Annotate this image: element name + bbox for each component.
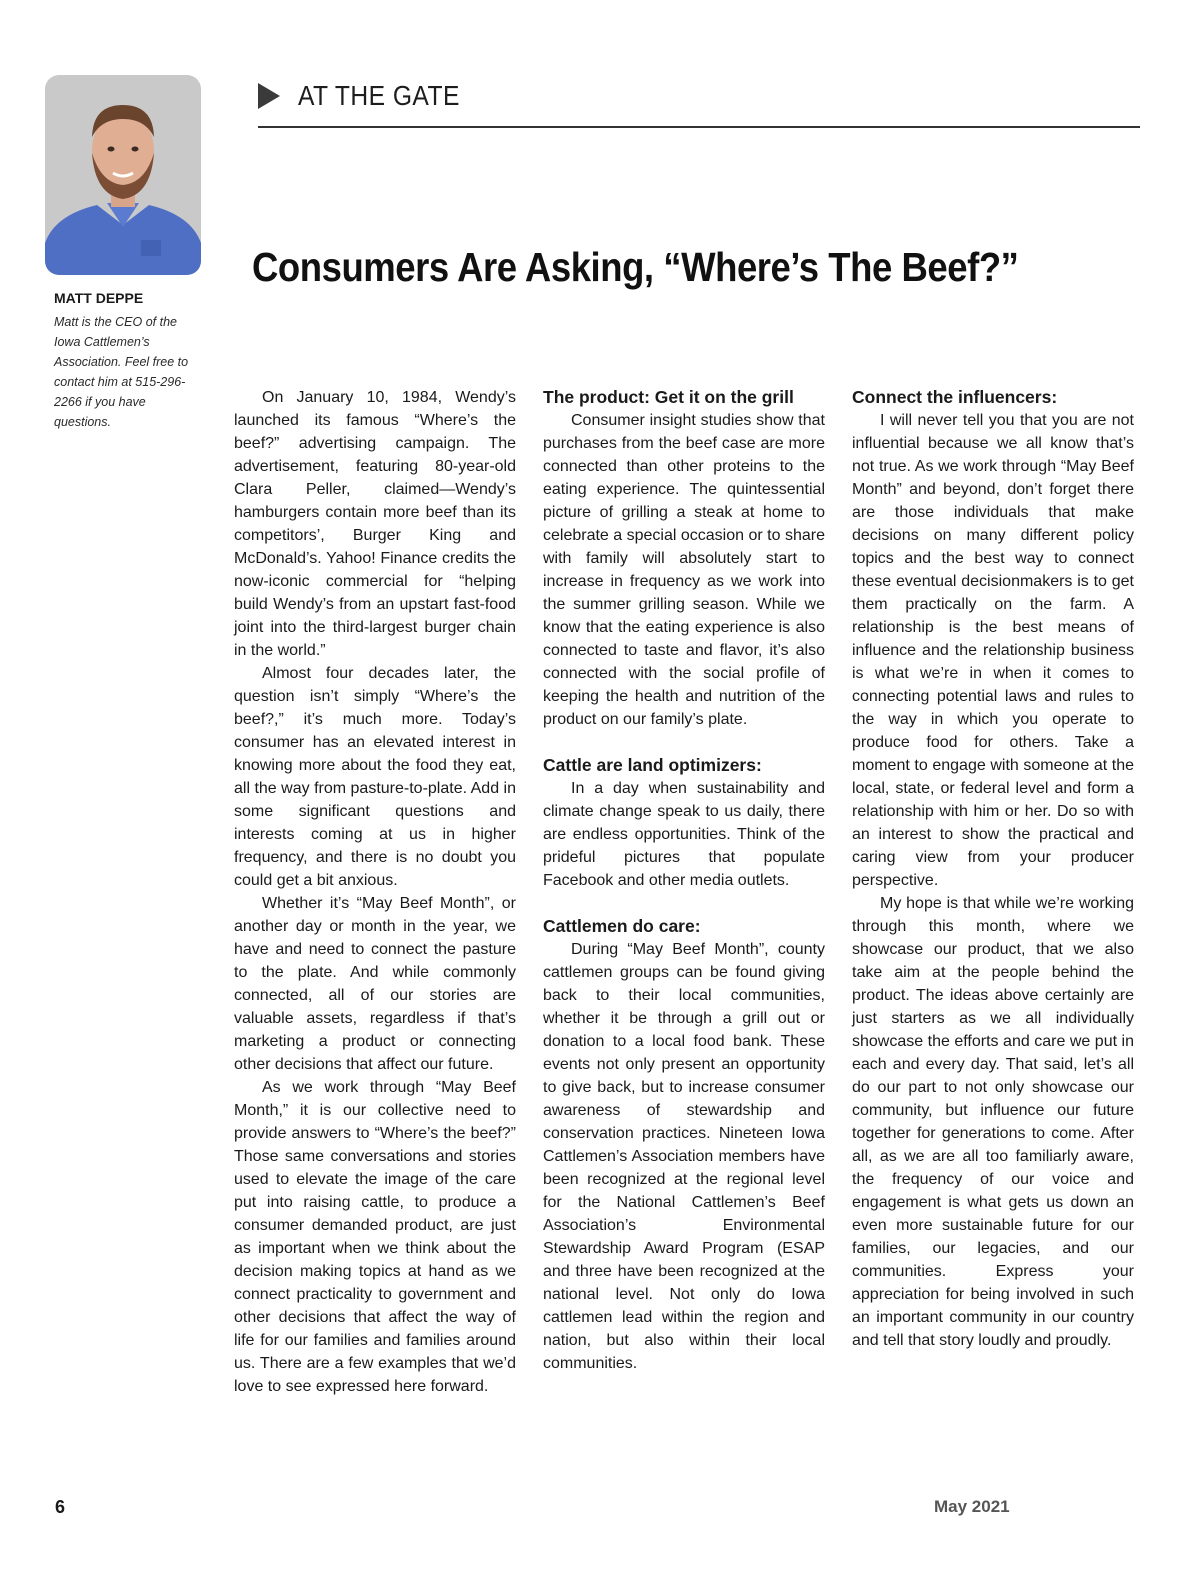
- paragraph: Whether it’s “May Beef Month”, or another day or month in the year, we have and need to connect the pasture to the plate. And while commonly connected, all of our stories are valuable assets, regardless if that’s marketing a product or connecting other decisions that affect our future.: [234, 895, 516, 1073]
- column-2: [543, 386, 825, 1375]
- paragraph: In a day when sustainability and climate change speak to us daily, there are endless opportunities. Think of the prideful pictures that populate Facebook and other media outlets.: [543, 780, 825, 889]
- column-1: [234, 386, 516, 1398]
- author-name: MATT DEPPE: [54, 290, 144, 306]
- column-3: [852, 386, 1134, 1352]
- paragraph: My hope is that while we’re working through this month, where we showcase our product, that we also take aim at the people behind the product. The ideas above certainly are just starters as we all individually showcase the efforts and care we put in each and every day. That said, let’s all do our part to not only showcase our community, but influence our future together for generations to come. After all, as we are all too familiarly aware, the frequency of our voice and engagement is what gets us down an even more sustainable future for our families, our legacies, and our communities. Express your appreciation for being involved in such an important community in our country and tell that story loudly and proudly.: [852, 895, 1134, 1349]
- page-number: 6: [55, 1497, 66, 1517]
- subhead: The product: Get it on the grill: [543, 387, 794, 407]
- paragraph: As we work through “May Beef Month,” it is our collective need to provide answers to “Where’s the beef?” Those same conversations and stories used to elevate the image of the care put into raising cattle, to produce a consumer demanded product, are just as important when we think about the decision making topics at hand as we connect practicality to government and other decisions that affect the way of life for our families and families around us. There are a few examples that we’d love to see expressed here forward.: [234, 1079, 516, 1395]
- section-title: AT THE GATE: [298, 80, 460, 111]
- issue-date: May 2021: [934, 1497, 1010, 1516]
- subhead: Cattle are land optimizers:: [543, 755, 762, 775]
- paragraph: On January 10, 1984, Wendy’s launched its famous “Where’s the beef?” advertising campaign. The advertisement, featuring 80-year-old Clara Peller, claimed—Wendy’s hamburgers contain more beef than its competitors’, Burger King and McDonald’s. Yahoo! Finance credits the now-iconic commercial for “helping build Wendy’s from an upstart fast-food joint into the third-largest burger chain in the world.”: [234, 389, 516, 659]
- paragraph: Almost four decades later, the question isn’t simply “Where’s the beef?,” it’s much more. Today’s consumer has an elevated interest in knowing more about the food they eat, all the way from pasture-to-plate. Add in some significant questions and interests coming at us in higher frequency, and there is no doubt you could get a bit anxious.: [234, 665, 516, 889]
- paragraph: I will never tell you that you are not influential because we all know that’s not true. As we work through “May Beef Month” and beyond, don’t forget there are those individuals that make decisions on many different policy topics and the best way to connect these eventual decisionmakers is to get them practically on the farm. A relationship is the best means of influence and the relationship business is what we’re in when it comes to connecting potential laws and rules to the way in which you operate to produce food for others. Take a moment to engage with someone at the local, state, or federal level and form a relationship with him or her. Do so with an interest to show the practical and caring view from your producer perspective.: [852, 412, 1134, 889]
- article-headline: Consumers Are Asking, “Where’s The Beef?”: [252, 244, 1019, 290]
- paragraph: Consumer insight studies show that purchases from the beef case are more connected than other proteins to the eating experience. The quintessential picture of grilling a steak at home to celebrate a special occasion or to share with family will absolutely start to increase in frequency as we work into the summer grilling season. While we know that the eating experience is also connected to taste and flavor, it’s also connected with the social profile of keeping the health and nutrition of the product on our family’s plate.: [543, 412, 825, 728]
- paragraph: During “May Beef Month”, county cattlemen groups can be found giving back to their local communities, whether it be through a grill out or donation to a local food bank. These events not only present an opportunity to give back, but to increase consumer awareness of stewardship and conservation practices. Nineteen Iowa Cattlemen’s Association members have been recognized at the regional level for the National Cattlemen’s Beef Association’s Environmental Stewardship Award Program (ESAP and three have been recognized at the national level. Not only do Iowa cattlemen lead within the region and nation, but also within their local communities.: [543, 941, 825, 1372]
- author-bio: Matt is the CEO of the Iowa Cattlemen’s Association. Feel free to contact him at 515-296-2266 if you have questions.: [54, 315, 189, 429]
- subhead: Cattlemen do care:: [543, 916, 701, 936]
- section-header: [258, 80, 482, 112]
- subhead: Connect the influencers:: [852, 387, 1058, 407]
- play-arrow-icon: [258, 83, 280, 109]
- author-photo: [45, 75, 201, 275]
- header-rule: [258, 126, 1140, 128]
